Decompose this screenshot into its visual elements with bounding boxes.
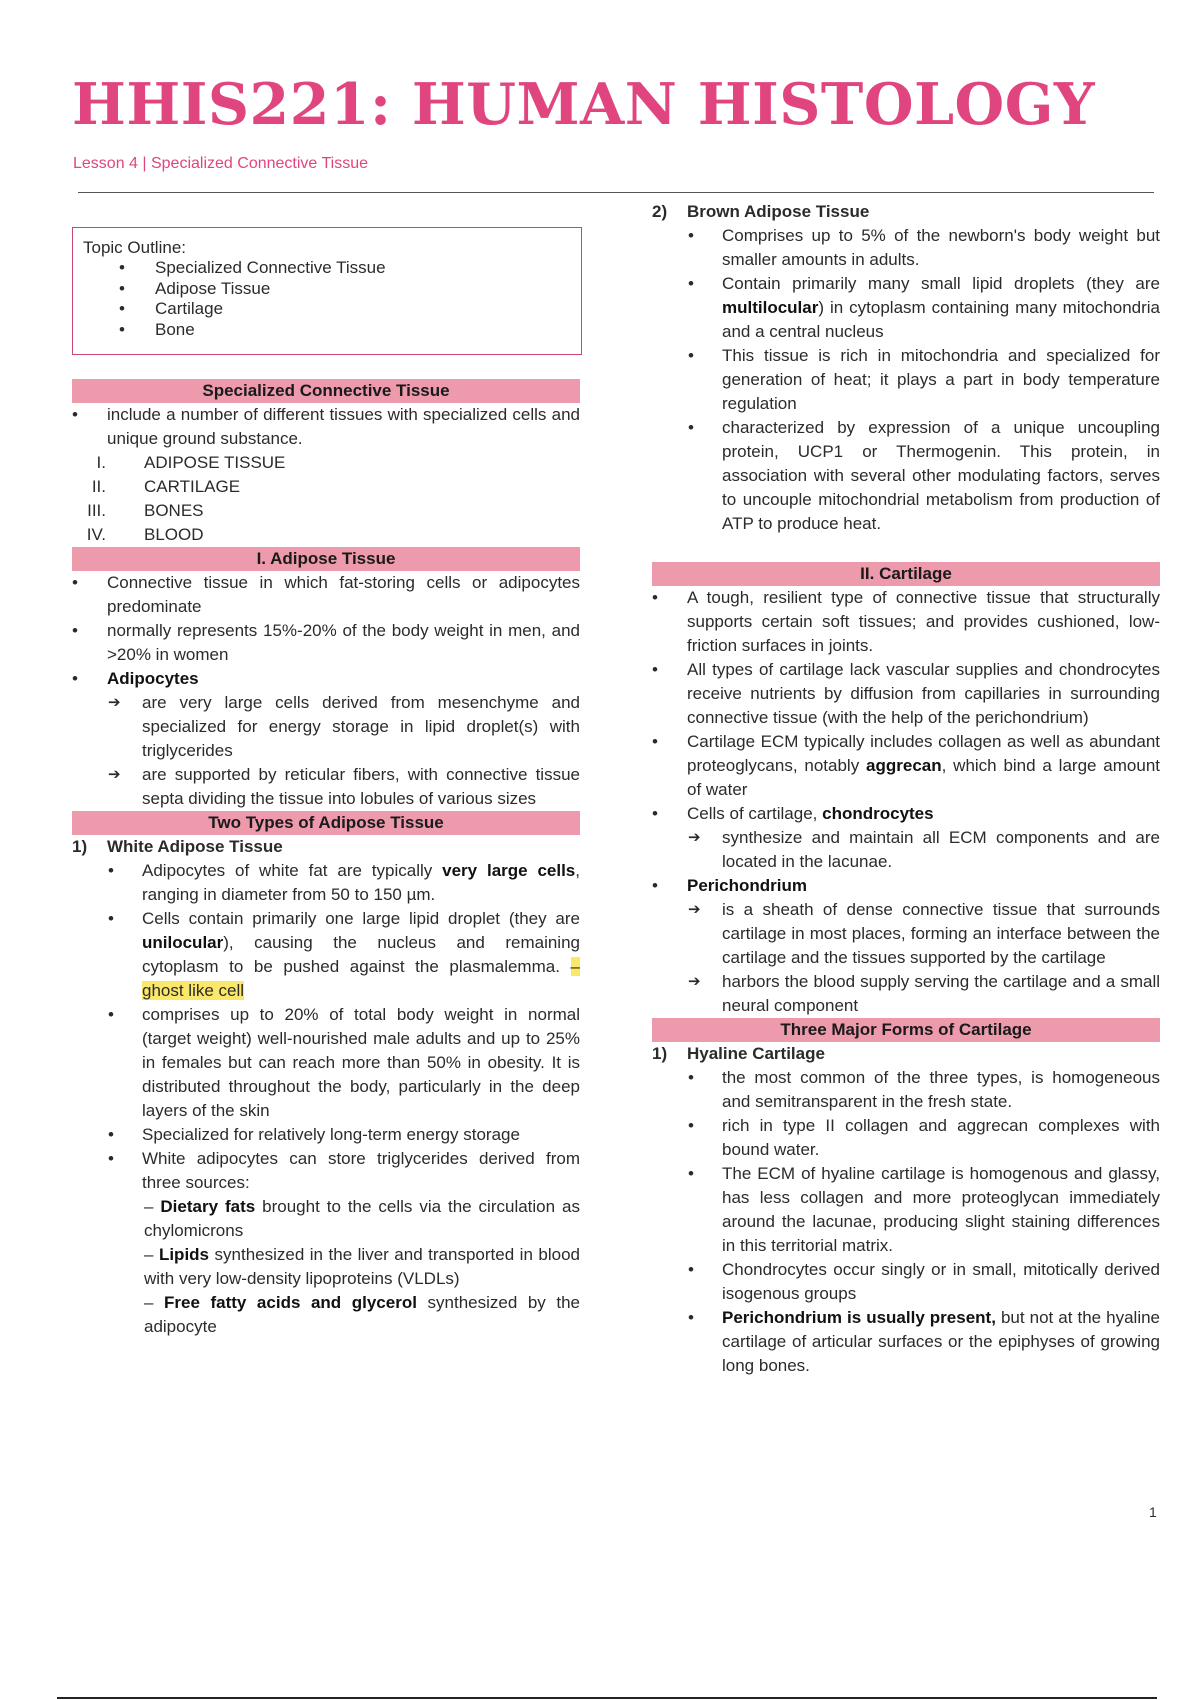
cartilage-bullet: • All types of cartilage lack vascular supplies and chondrocytes receive nutrients by diffusion from capillaries in surrounding connective tissue (with the help of the perichondrium) <box>652 658 1160 730</box>
sct-list-item: II. CARTILAGE <box>91 477 241 496</box>
brown-adipose-bullet: • Contain primarily many small lipid droplets (they are multilocular) in cytoplasm containing many mitochondria and a central nucleus <box>652 272 1160 344</box>
white-adipose-bullet: • comprises up to 20% of total body weight in normal (target weight) well-nourished male adults and up to 25% in females but can reach more than 50% in obesity. It is distributed throughout the body, particularly in the deep layers of the skin <box>72 1003 580 1123</box>
triglyceride-source: – Lipids synthesized in the liver and transported in blood with very low-density lipoproteins (VLDLs) <box>144 1245 580 1288</box>
lesson-subtitle: Lesson 4 | Specialized Connective Tissue <box>73 155 368 172</box>
brown-adipose-heading: 2) Brown Adipose Tissue <box>652 202 870 221</box>
white-adipose-heading: 1) White Adipose Tissue <box>72 837 283 856</box>
cartilage-bullet: • Cartilage ECM typically includes collagen as well as abundant proteoglycans, notably aggrecan, which bind a large amount of water <box>652 730 1160 802</box>
chondrocytes-arrow-item: ➔ synthesize and maintain all ECM components and are located in the lacunae. <box>652 826 1160 874</box>
perichondrium-arrow-item: ➔ harbors the blood supply serving the cartilage and a small neural component <box>652 970 1160 1018</box>
white-adipose-bullet: • White adipocytes can store triglycerides derived from three sources: <box>72 1147 580 1195</box>
section-heading-three-forms: Three Major Forms of Cartilage <box>652 1018 1160 1042</box>
section-heading-cartilage: II. Cartilage <box>652 562 1160 586</box>
hyaline-bullet: • Perichondrium is usually present, but not at the hyaline cartilage of articular surfaces or the epiphyses of growing long bones. <box>652 1306 1160 1378</box>
highlighted-note: – ghost like cell <box>142 957 580 1000</box>
outline-item: • Adipose Tissue <box>119 279 571 300</box>
hyaline-bullet: • The ECM of hyaline cartilage is homogenous and glassy, has less collagen and more proteoglycan immediately around the lacunae, producing slight staining differences in this territorial matrix. <box>652 1162 1160 1258</box>
white-adipose-bullet: • Cells contain primarily one large lipid droplet (they are unilocular), causing the nucleus and remaining cytoplasm to be pushed against the plasmalemma. – ghost like cell <box>72 907 580 1003</box>
left-column <box>72 379 580 1339</box>
adipocytes-arrow-item: ➔ are supported by reticular fibers, with connective tissue septa dividing the tissue into lobules of various sizes <box>72 763 580 811</box>
hyaline-bullet: • the most common of the three types, is homogeneous and semitransparent in the fresh state. <box>652 1066 1160 1114</box>
footer-divider <box>57 1697 1157 1699</box>
section-heading-adipose: I. Adipose Tissue <box>72 547 580 571</box>
outline-item: • Bone <box>119 320 571 341</box>
cartilage-bullet: • A tough, resilient type of connective tissue that structurally supports certain soft tissues; and provides cushioned, low-friction surfaces in joints. <box>652 586 1160 658</box>
sct-list-item: III. BONES <box>87 501 204 520</box>
sct-bullet: • include a number of different tissues with specialized cells and unique ground substance. <box>72 403 580 451</box>
triglyceride-source: – Free fatty acids and glycerol synthesized by the adipocyte <box>144 1293 580 1336</box>
brown-adipose-bullet: • Comprises up to 5% of the newborn's body weight but smaller amounts in adults. <box>652 224 1160 272</box>
page-number: 1 <box>1149 1504 1157 1520</box>
adipocytes-bullet: • Adipocytes <box>72 667 580 691</box>
document-title: HHIS221: HUMAN HISTOLOGY <box>72 71 1096 138</box>
triglyceride-source: – Dietary fats brought to the cells via the circulation as chylomicrons <box>144 1197 580 1240</box>
outline-item: • Specialized Connective Tissue <box>119 258 571 279</box>
right-column-top <box>652 200 1160 536</box>
white-adipose-bullet: • Specialized for relatively long-term energy storage <box>72 1123 580 1147</box>
sct-list-item: IV. BLOOD <box>86 525 204 544</box>
section-heading-two-types: Two Types of Adipose Tissue <box>72 811 580 835</box>
topic-outline-list <box>119 258 571 340</box>
adipocytes-arrow-item: ➔ are very large cells derived from mesenchyme and specialized for energy storage in lipid droplet(s) with triglycerides <box>72 691 580 763</box>
adipose-bullet: • Connective tissue in which fat-storing cells or adipocytes predominate <box>72 571 580 619</box>
topic-outline-title: Topic Outline: <box>83 238 186 257</box>
sct-list-item: I. ADIPOSE TISSUE <box>96 453 286 472</box>
hyaline-heading: 1) Hyaline Cartilage <box>652 1044 825 1063</box>
outline-item: • Cartilage <box>119 299 571 320</box>
section-heading-specialized: Specialized Connective Tissue <box>72 379 580 403</box>
brown-adipose-bullet: • This tissue is rich in mitochondria and specialized for generation of heat; it plays a part in body temperature regulation <box>652 344 1160 416</box>
perichondrium-arrow-item: ➔ is a sheath of dense connective tissue that surrounds cartilage in most places, forming an interface between the cartilage and the tissues supported by the cartilage <box>652 898 1160 970</box>
perichondrium-bullet: • Perichondrium <box>652 874 1160 898</box>
right-column-cartilage <box>652 562 1160 1378</box>
header-divider <box>78 192 1154 193</box>
hyaline-bullet: • rich in type II collagen and aggrecan complexes with bound water. <box>652 1114 1160 1162</box>
cartilage-bullet: • Cells of cartilage, chondrocytes <box>652 802 1160 826</box>
white-adipose-bullet: • Adipocytes of white fat are typically very large cells, ranging in diameter from 50 to 150 µm. <box>72 859 580 907</box>
adipose-bullet: • normally represents 15%-20% of the body weight in men, and >20% in women <box>72 619 580 667</box>
hyaline-bullet: • Chondrocytes occur singly or in small, mitotically derived isogenous groups <box>652 1258 1160 1306</box>
brown-adipose-bullet: • characterized by expression of a unique uncoupling protein, UCP1 or Thermogenin. This protein, in association with several other modulating factors, serves to uncouple mitochondrial metabolism from production of ATP to produce heat. <box>652 416 1160 536</box>
topic-outline-box <box>72 227 582 355</box>
